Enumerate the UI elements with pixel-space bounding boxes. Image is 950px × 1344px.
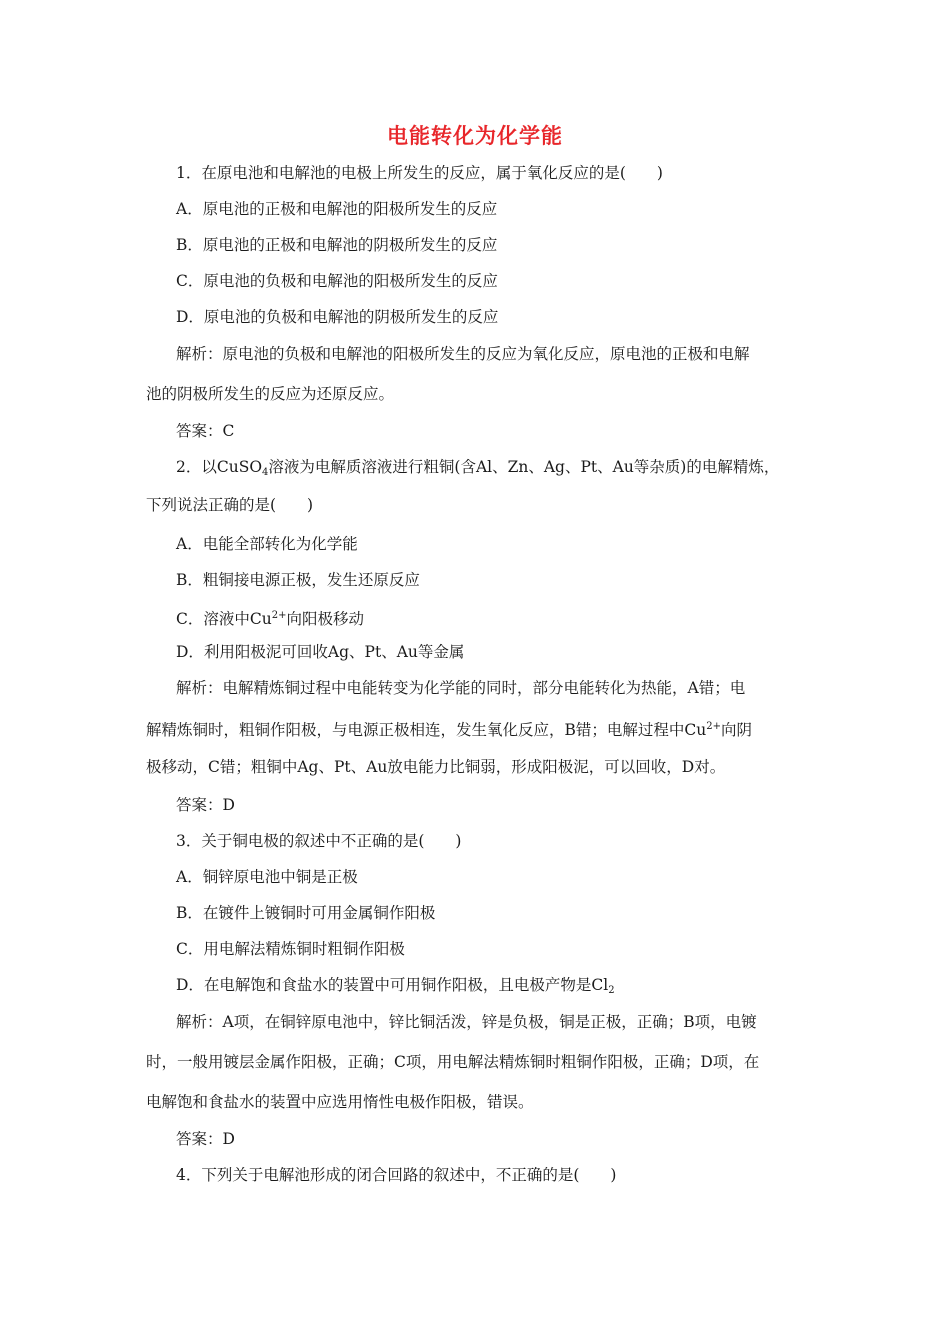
q2-stem-text-b: 溶液为电解质溶液进行粗铜(含Al、Zn、Ag、Pt、Au等杂质)的电解精炼， bbox=[268, 458, 780, 476]
q2-answer: 答案：D bbox=[176, 796, 235, 814]
q2-option-a: A．电能全部转化为化学能 bbox=[176, 535, 358, 553]
q2-stem-subscript: 4 bbox=[262, 467, 269, 478]
q3-stem: 3．关于铜电极的叙述中不正确的是( ) bbox=[176, 832, 462, 850]
q2-analysis-line2-text-a: 解精炼铜时，粗铜作阳极，与电源正极相连，发生氧化反应，B错；电解过程中Cu bbox=[146, 721, 707, 739]
q2-stem-line1 bbox=[176, 456, 779, 484]
q1-option-d: D．原电池的负极和电解池的阴极所发生的反应 bbox=[176, 308, 499, 326]
q3-analysis-line3: 电解饱和食盐水的装置中应选用惰性电极作阳极，错误。 bbox=[146, 1093, 534, 1111]
q1-option-a: A．原电池的正极和电解池的阳极所发生的反应 bbox=[176, 200, 498, 218]
q1-answer: 答案：C bbox=[176, 422, 235, 440]
q3-answer: 答案：D bbox=[176, 1130, 235, 1148]
q2-stem-line2: 下列说法正确的是( ) bbox=[146, 496, 314, 514]
q2-option-d: D．利用阳极泥可回收Ag、Pt、Au等金属 bbox=[176, 643, 465, 661]
q3-option-c: C．用电解法精炼铜时粗铜作阳极 bbox=[176, 940, 405, 958]
q1-option-c: C．原电池的负极和电解池的阳极所发生的反应 bbox=[176, 272, 498, 290]
q2-option-c-superscript: 2+ bbox=[271, 610, 287, 621]
q4-stem: 4．下列关于电解池形成的闭合回路的叙述中，不正确的是( ) bbox=[176, 1166, 617, 1184]
q3-analysis-line2: 时，一般用镀层金属作阳极，正确；C项，用电解法精炼铜时粗铜作阳极，正确；D项，在 bbox=[146, 1053, 760, 1071]
q2-stem-text-a: 2．以CuSO bbox=[176, 458, 263, 476]
q2-analysis-line1: 解析：电解精炼铜过程中电能转变为化学能的同时，部分电能转化为热能，A错；电 bbox=[176, 679, 746, 697]
q3-option-a: A．铜锌原电池中铜是正极 bbox=[176, 868, 358, 886]
q2-option-c-text-a: C．溶液中Cu bbox=[176, 610, 272, 628]
q3-option-d-subscript: 2 bbox=[608, 985, 615, 996]
q2-analysis-line2 bbox=[146, 716, 752, 741]
q3-option-b: B．在镀件上镀铜时可用金属铜作阳极 bbox=[176, 904, 436, 922]
q2-option-c bbox=[176, 605, 364, 630]
q2-option-c-text-b: 向阳极移动 bbox=[286, 610, 364, 628]
q1-analysis-line2: 池的阴极所发生的反应为还原反应。 bbox=[146, 385, 395, 403]
q1-analysis-line1: 解析：原电池的负极和电解池的阳极所发生的反应为氧化反应，原电池的正极和电解 bbox=[176, 345, 750, 363]
q2-option-b: B．粗铜接电源正极，发生还原反应 bbox=[176, 571, 420, 589]
q3-analysis-line1: 解析：A项，在铜锌原电池中，锌比铜活泼，锌是负极，铜是正极，正确；B项，电镀 bbox=[176, 1013, 757, 1031]
q2-analysis-line2-superscript: 2+ bbox=[706, 721, 721, 732]
q1-stem: 1．在原电池和电解池的电极上所发生的反应，属于氧化反应的是( ) bbox=[176, 164, 663, 182]
document-title: 电能转化为化学能 bbox=[387, 124, 563, 148]
q1-option-b: B．原电池的正极和电解池的阴极所发生的反应 bbox=[176, 236, 498, 254]
q2-analysis-line2-text-b: 向阴 bbox=[721, 721, 753, 739]
q3-option-d bbox=[176, 974, 615, 1002]
q2-analysis-line3: 极移动，C错；粗铜中Ag、Pt、Au放电能力比铜弱，形成阳极泥，可以回收，D对。 bbox=[146, 758, 726, 776]
q3-option-d-text: D．在电解饱和食盐水的装置中可用铜作阳极，且电极产物是Cl bbox=[176, 976, 609, 994]
